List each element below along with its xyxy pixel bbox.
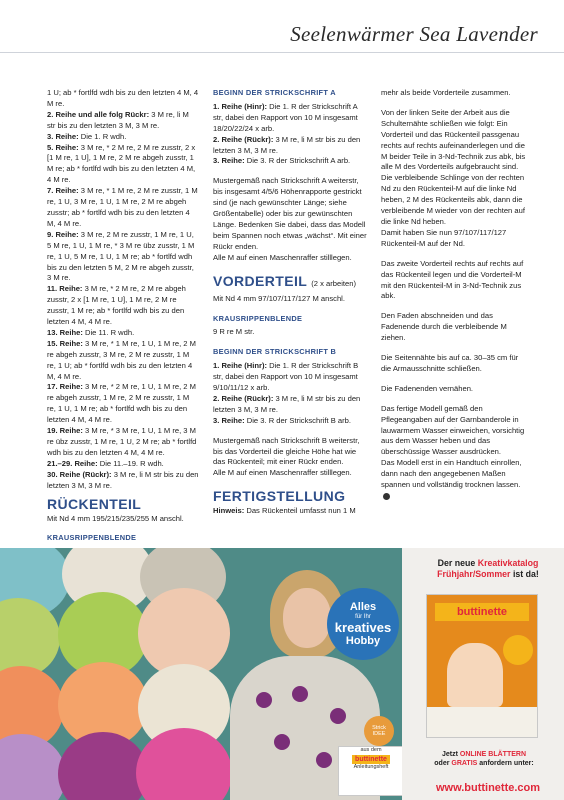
paragraph: Mit Nd 4 mm 97/107/117/127 M anschl. (213, 293, 345, 303)
catalog-promo[interactable] (402, 548, 564, 800)
instructions-column-3 (381, 88, 528, 511)
cover-badge (503, 635, 533, 665)
subheading-strickschrift-b: BEGINN DER STRICKSCHRIFT B (213, 347, 337, 357)
row-instruction: 1. Reihe (Hinr): Die 1. R der Strickschrift B str, dabei den Rapport von 10 M insgesamt 9/10/11/12 x arb. (213, 361, 359, 393)
paragraph: Mustergemäß nach Strickschrift A weiterstr, bis insgesamt 4/5/6 Höhenrapporte gestrickt sind (je nach gewünschter Länge; siehe Größentabelle) oder bis zur gewünschten Länge. Bedenken Sie dabei, dass das Modell beim Spannen noch etwas „wächst“. Mit einer Rückr enden. (213, 176, 367, 251)
row-instruction: 21.–29. Reihe: Die 11.–19. R wdh. (47, 458, 164, 468)
paragraph: Die Fadenenden vernähen. (381, 383, 474, 393)
flower-motif (256, 692, 272, 708)
paragraph: Das zweite Vorderteil rechts auf rechts auf das Rückenteil legen und die Vorderteil-M mit den Rückenteil-M in 3-Nd-Technik zus abk. (381, 258, 524, 301)
section-heading-vorderteil: VORDERTEIL (2 x arbeiten) (213, 272, 357, 289)
section-heading-rueckenteil: RÜCKENTEIL (47, 495, 142, 512)
row-instruction: 15. Reihe: 3 M re, * 1 M re, 1 U, 1 M re, 2 M re abgeh zusstr, 3 M re, 2 M re zusstr, 1 M re, 1 U; ab * fortlfd wdh bis zu den letzten 4 M, 4 M re. (47, 338, 196, 381)
catalog-headline: Der neue Kreativkatalog Frühjahr/Sommer ist da! (437, 558, 539, 579)
model-face (283, 588, 331, 648)
paragraph: mehr als beide Vorderteile zusammen. (381, 88, 511, 97)
paragraph: Mustergemäß nach Strickschrift B weiterstr, bis das Vorderteil die gleiche Höhe hat wie das Rückenteil; mit einer Rückr enden. (213, 435, 360, 467)
flower-motif (274, 734, 290, 750)
paragraph: Die Seitennähte bis auf ca. 30–35 cm für die Armausschnitte schließen. (381, 353, 519, 373)
flower-motif (316, 752, 332, 768)
end-mark-icon (383, 493, 390, 500)
yarn-ball (58, 732, 148, 800)
subheading-krausrippenblende: KRAUSRIPPENBLENDE (47, 533, 137, 543)
row-instruction: 11. Reihe: 3 M re, * 2 M re, 2 M re abgeh zusstr, 2 x [1 M re, 1 U], 1 M re, 2 M re zusstr, 1 M re; ab * fortlfd wdh bis zu den letzten 4 M, 4 M re. (47, 284, 186, 327)
subheading-krausrippenblende: KRAUSRIPPENBLENDE (213, 313, 303, 323)
row-instruction: 3. Reihe: Die 1. R wdh. (47, 131, 127, 141)
row-instruction: 30. Reihe (Rückr): 3 M re, li M str bis zu den letzten 3 M, 3 M re. (47, 469, 199, 490)
paragraph: Das fertige Modell gemäß den Pflegeangaben auf der Garnbanderole in lauwarmem Wasser einweichen, vorsichtig aus dem Wasser heben und das überschüssige Wasser ausdrücken. (381, 403, 525, 457)
row-instruction: 17. Reihe: 3 M re, * 2 M re, 1 U, 1 M re, 2 M re abgeh zusstr, 1 M re, 2 M re zusstr, 1 M re, 1 U, 1 M re; ab * fortlfd wdh bis zu den letzten 4 M, 4 M re. (47, 382, 196, 425)
row-instruction: 2. Reihe und alle folg Rückr: 3 M re, li M str bis zu den letzten 3 M, 3 M re. (47, 109, 189, 130)
row-instruction: 7. Reihe: 3 M re, * 1 M re, 2 M re zusstr, 1 M re, 1 U, 3 M re, 1 U, 1 M re, 2 M re abgeh zusstr; ab * fortlfd wdh bis zu den letzten 4 M, 4 M re. (47, 186, 198, 228)
paragraph: Damit haben Sie nun 97/107/117/127 Rückenteil-M auf der Nd. (381, 227, 507, 248)
cover-model (447, 643, 503, 707)
row-instruction: 3. Reihe: Die 3. R der Strickschrift B arb. (213, 415, 351, 425)
buttinette-logo: buttinette (352, 755, 390, 764)
anleitungsheft-tag: aus dem buttinette Anleitungsheft (338, 746, 402, 796)
catalog-cover-image[interactable] (426, 594, 538, 738)
row-instruction: 1. Reihe (Hinr): Die 1. R der Strickschrift A str, dabei den Rapport von 10 M insgesamt 18/20/22/24 x arb. (213, 101, 358, 133)
yarn-photo (0, 548, 402, 800)
flower-motif (330, 708, 346, 724)
paragraph: Alle M auf einen Maschenraffer stilllegen. (213, 468, 352, 478)
paragraph: Mit Nd 4 mm 195/215/235/255 M anschl. (47, 513, 184, 523)
row-instruction: 13. Reihe: Die 11. R wdh. (47, 327, 135, 337)
row-instruction: 9. Reihe: 3 M re, 2 M re zusstr, 1 M re, 1 U, 5 M re, 1 U, 1 M re, * 3 M re übz zusstr, 1 M re, 1 U, 5 M re, 1 U, 1 M re; ab * fortlfd wdh bis zu den letzten 5 M, 2 M re abgeh zusstr, 3 M re. (47, 229, 195, 283)
section-heading-fertigstellung: FERTIGSTELLUNG (213, 488, 346, 505)
title-divider (0, 52, 564, 53)
cover-craft-table (427, 707, 537, 737)
paragraph: 9 R re M str. (213, 327, 255, 337)
flower-motif (292, 686, 308, 702)
paragraph: 1 U; ab * fortlfd wdh bis zu den letzten 4 M, 4 M re. (47, 88, 199, 108)
hobby-badge: Alles für Ihr kreatives Hobby (327, 588, 399, 660)
strick-idee-badge: Strick IDEE (364, 716, 394, 746)
catalog-cta: Jetzt ONLINE BLÄTTERN oder GRATIS anfordern unter: (434, 751, 534, 767)
row-instruction: 19. Reihe: 3 M re, * 3 M re, 1 U, 1 M re, 3 M re übz zusstr, 1 M re, 1 U, 2 M re; ab * fortlfd wdh bis zu den letzten 4 M, 4 M re. (47, 426, 197, 457)
row-instruction: 3. Reihe: Die 3. R der Strickschrift A arb. (213, 156, 351, 166)
paragraph: Alle M auf einen Maschenraffer stilllegen. (213, 252, 352, 262)
paragraph: Hinweis: Das Rückenteil umfasst nun 1 M (213, 506, 356, 516)
yarn-ball (0, 734, 66, 800)
subheading-strickschrift-a: BEGINN DER STRICKSCHRIFT A (213, 88, 336, 97)
row-instruction: 2. Reihe (Rückr): 3 M re, li M str bis zu den letzten 3 M, 3 M re. (213, 134, 361, 155)
paragraph: Den Faden abschneiden und das Fadenende durch die verbleibende M ziehen. (381, 311, 507, 343)
instructions-column-1 (47, 88, 199, 567)
row-instruction: 5. Reihe: 3 M re, * 2 M re, 2 M re zusstr, 2 x [1 M re, 1 U], 1 M re, 2 M re abgeh zusstr, 1 M re; ab * fortlfd wdh bis zu den letzten 4 M, 4 M re. (47, 142, 196, 185)
row-instruction: 2. Reihe (Rückr): 3 M re, li M str bis zu den letzten 3 M, 3 M re. (213, 393, 361, 414)
paragraph: Das Modell erst in ein Handtuch einrollen, dann nach den angegebenen Maßen spannen und vollständig trocknen lassen. (381, 458, 528, 502)
buttinette-logo: buttinette (435, 603, 529, 621)
catalog-url-link[interactable]: www.buttinette.com (435, 782, 541, 794)
page-title: Seelenwärmer Sea Lavender (290, 22, 538, 46)
paragraph: Von der linken Seite der Arbeit aus die Schulternähte schließen wie folgt: Ein Vorderteil und das Rückenteil passgenau rechts auf rechts aufeinanderlegen und die M beider Teile in 3-Nd-Technik zus abk, bis alle M des Vorderteils aufgebraucht sind. Die verbleibende Schlinge von der rechten Nd zu den Rückenteil-M auf die linke Nd heben, 2 M des Rückenteils abk, dann die verbleibende M wieder von der rechten auf die linke Nd heben. (381, 107, 526, 226)
instructions-column-2 (213, 88, 368, 526)
advertisement[interactable] (0, 548, 564, 800)
